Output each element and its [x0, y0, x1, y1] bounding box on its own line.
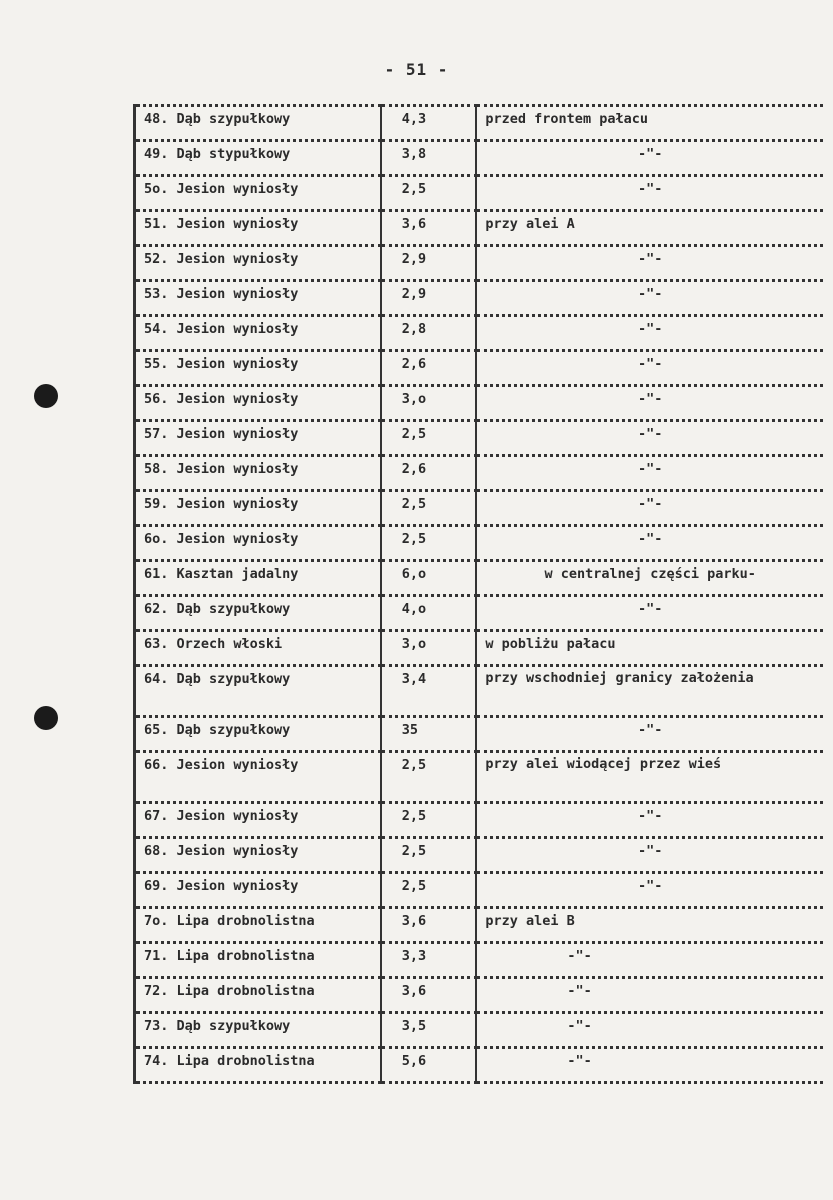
tree-name-cell: 67. Jesion wyniosły — [135, 803, 381, 838]
tree-name-cell: 62. Dąb szypułkowy — [135, 596, 381, 631]
circumference-cell: 2,5 — [381, 803, 477, 838]
table-row — [135, 526, 824, 561]
circumference-cell: 5,6 — [381, 1048, 477, 1083]
table-row — [135, 631, 824, 666]
location-cell: przed frontem pałacu — [476, 106, 823, 141]
table-row — [135, 281, 824, 316]
tree-name-cell: 53. Jesion wyniosły — [135, 281, 381, 316]
circumference-cell: 2,9 — [381, 281, 477, 316]
location-cell: w pobliżu pałacu — [476, 631, 823, 666]
table-row — [135, 752, 824, 803]
circumference-cell: 4,o — [381, 596, 477, 631]
circumference-cell: 2,5 — [381, 491, 477, 526]
tree-name-cell: 58. Jesion wyniosły — [135, 456, 381, 491]
tree-name-cell: 65. Dąb szypułkowy — [135, 717, 381, 752]
table-row — [135, 491, 824, 526]
table-row — [135, 176, 824, 211]
tree-name-cell: 56. Jesion wyniosły — [135, 386, 381, 421]
circumference-cell: 6,o — [381, 561, 477, 596]
table-row — [135, 561, 824, 596]
table-row — [135, 456, 824, 491]
location-cell: -"- — [476, 596, 823, 631]
location-cell: -"- — [476, 491, 823, 526]
location-cell: -"- — [476, 351, 823, 386]
circumference-cell: 2,5 — [381, 176, 477, 211]
location-cell: -"- — [476, 1048, 823, 1083]
circumference-cell: 3,6 — [381, 211, 477, 246]
tree-name-cell: 51. Jesion wyniosły — [135, 211, 381, 246]
location-cell: przy alei wiodącej przez wieś — [476, 752, 823, 803]
tree-table-body — [135, 106, 824, 1083]
table-row — [135, 943, 824, 978]
table-row — [135, 1013, 824, 1048]
table-row — [135, 386, 824, 421]
location-cell: w centralnej części parku- — [476, 561, 823, 596]
location-cell: -"- — [476, 978, 823, 1013]
table-row — [135, 803, 824, 838]
tree-name-cell: 71. Lipa drobnolistna — [135, 943, 381, 978]
circumference-cell: 2,5 — [381, 421, 477, 456]
tree-name-cell: 69. Jesion wyniosły — [135, 873, 381, 908]
circumference-cell: 2,9 — [381, 246, 477, 281]
punch-hole — [34, 384, 58, 408]
tree-name-cell: 64. Dąb szypułkowy — [135, 666, 381, 717]
location-cell: przy alei B — [476, 908, 823, 943]
circumference-cell: 3,o — [381, 386, 477, 421]
location-cell: -"- — [476, 873, 823, 908]
location-cell: -"- — [476, 281, 823, 316]
location-cell: -"- — [476, 421, 823, 456]
circumference-cell: 2,5 — [381, 526, 477, 561]
location-cell: -"- — [476, 176, 823, 211]
circumference-cell: 2,5 — [381, 838, 477, 873]
tree-name-cell: 63. Orzech włoski — [135, 631, 381, 666]
location-cell: -"- — [476, 803, 823, 838]
circumference-cell: 2,6 — [381, 351, 477, 386]
tree-name-cell: 72. Lipa drobnolistna — [135, 978, 381, 1013]
location-cell: -"- — [476, 717, 823, 752]
location-cell: -"- — [476, 386, 823, 421]
location-cell: -"- — [476, 316, 823, 351]
table-row — [135, 246, 824, 281]
table-row — [135, 717, 824, 752]
tree-name-cell: 55. Jesion wyniosły — [135, 351, 381, 386]
circumference-cell: 3,o — [381, 631, 477, 666]
table-row — [135, 1048, 824, 1083]
tree-name-cell: 59. Jesion wyniosły — [135, 491, 381, 526]
table-row — [135, 351, 824, 386]
location-cell: -"- — [476, 526, 823, 561]
tree-name-cell: 49. Dąb stypułkowy — [135, 141, 381, 176]
location-cell: -"- — [476, 141, 823, 176]
circumference-cell: 35 — [381, 717, 477, 752]
location-cell: -"- — [476, 838, 823, 873]
table-row — [135, 908, 824, 943]
circumference-cell: 2,8 — [381, 316, 477, 351]
table-row — [135, 978, 824, 1013]
tree-table — [133, 104, 823, 1084]
circumference-cell: 2,5 — [381, 873, 477, 908]
location-cell: przy wschodniej granicy założenia — [476, 666, 823, 717]
tree-name-cell: 73. Dąb szypułkowy — [135, 1013, 381, 1048]
tree-name-cell: 61. Kasztan jadalny — [135, 561, 381, 596]
tree-name-cell: 54. Jesion wyniosły — [135, 316, 381, 351]
table-row — [135, 211, 824, 246]
table-row — [135, 873, 824, 908]
table-row — [135, 666, 824, 717]
location-cell: -"- — [476, 943, 823, 978]
tree-name-cell: 66. Jesion wyniosły — [135, 752, 381, 803]
table-row — [135, 316, 824, 351]
location-cell: -"- — [476, 246, 823, 281]
tree-name-cell: 68. Jesion wyniosły — [135, 838, 381, 873]
tree-name-cell: 7o. Lipa drobnolistna — [135, 908, 381, 943]
circumference-cell: 2,5 — [381, 752, 477, 803]
circumference-cell: 3,3 — [381, 943, 477, 978]
location-cell: -"- — [476, 456, 823, 491]
table-row — [135, 421, 824, 456]
page-number: - 51 - — [384, 60, 449, 79]
circumference-cell: 3,6 — [381, 978, 477, 1013]
circumference-cell: 3,8 — [381, 141, 477, 176]
circumference-cell: 3,6 — [381, 908, 477, 943]
tree-name-cell: 57. Jesion wyniosły — [135, 421, 381, 456]
tree-name-cell: 6o. Jesion wyniosły — [135, 526, 381, 561]
location-cell: -"- — [476, 1013, 823, 1048]
circumference-cell: 4,3 — [381, 106, 477, 141]
table-row — [135, 141, 824, 176]
table-row — [135, 106, 824, 141]
tree-name-cell: 5o. Jesion wyniosły — [135, 176, 381, 211]
punch-hole — [34, 706, 58, 730]
tree-name-cell: 74. Lipa drobnolistna — [135, 1048, 381, 1083]
tree-name-cell: 52. Jesion wyniosły — [135, 246, 381, 281]
circumference-cell: 2,6 — [381, 456, 477, 491]
location-cell: przy alei A — [476, 211, 823, 246]
circumference-cell: 3,4 — [381, 666, 477, 717]
tree-name-cell: 48. Dąb szypułkowy — [135, 106, 381, 141]
circumference-cell: 3,5 — [381, 1013, 477, 1048]
table-row — [135, 596, 824, 631]
table-row — [135, 838, 824, 873]
